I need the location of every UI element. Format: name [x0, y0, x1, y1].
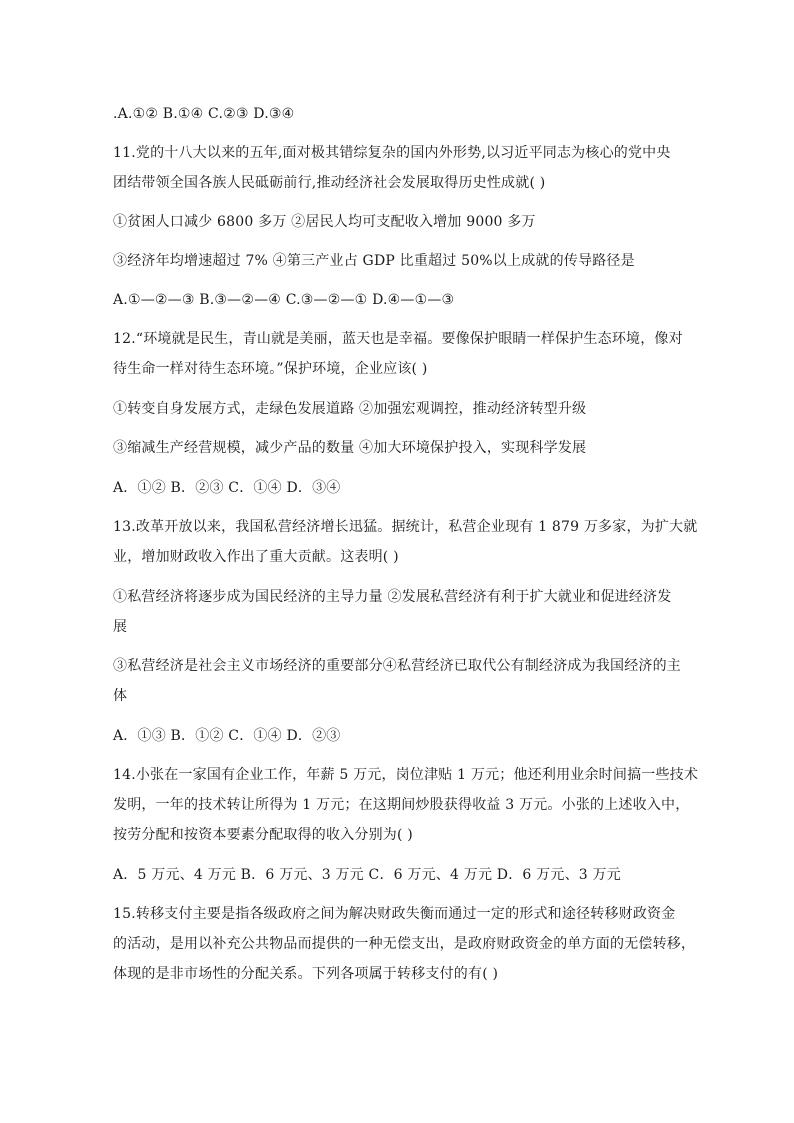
q13-items-line-3: ③私营经济是社会主义市场经济的重要部分④私营经济已取代公有制经济成为我国经济的主	[113, 658, 681, 674]
q13-stem-line-1: 13.改革开放以来，我国私营经济增长迅猛。据统计，私营企业现有 1 879 万多家，为扩大就	[113, 519, 698, 535]
q11-items-line-2: ③经济年均增速超过 7% ④第三产业占 GDP 比重超过 50%以上成就的传导路径是	[113, 253, 635, 269]
q13-items-line-1: ①私营经济将逐步成为国民经济的主导力量 ②发展私营经济有利于扩大就业和促进经济发	[113, 589, 672, 605]
q14-stem-line-1: 14.小张在一家国有企业工作，年薪 5 万元，岗位津贴 1 万元；他还利用业余时间搞一些技术	[113, 767, 699, 783]
q14-stem-line-2: 发明，一年的技术转让所得为 1 万元；在这期间炒股获得收益 3 万元。小张的上述收入中，	[113, 797, 690, 813]
q12-stem-line-2: 待生命一样对待生态环境。”保护环境，企业应该( )	[113, 361, 428, 377]
q13-items-line-2: 展	[113, 619, 128, 635]
q12-items-line-2: ③缩减生产经营规模，减少产品的数量 ④加大环境保护投入，实现科学发展	[113, 440, 587, 456]
q13-options: A．①③ B．①② C．①④ D．②③	[113, 728, 341, 744]
q11-stem-line-2: 团结带领全国各族人民砥砺前行,推动经济社会发展取得历史性成就( )	[113, 175, 546, 191]
q11-options: A.①—②—③ B.③—②—④ C.③—②—① D.④—①—③	[113, 292, 455, 308]
q15-stem-line-2: 的活动，是用以补充公共物品而提供的一种无偿支出，是政府财政资金的单方面的无偿转移，	[113, 936, 696, 952]
q10-options: .A.①② B.①④ C.②③ D.③④	[113, 106, 295, 122]
q12-options: A．①② B．②③ C．①④ D．③④	[113, 480, 341, 496]
q11-stem-line-1: 11.党的十八大以来的五年,面对极其错综复杂的国内外形势,以习近平同志为核心的党中央	[113, 145, 671, 161]
q11-items-line-1: ①贫困人口减少 6800 多万 ②居民人均可支配收入增加 9000 多万	[113, 214, 536, 230]
q13-items-line-4: 体	[113, 688, 128, 704]
q15-stem-line-3: 体现的是非市场性的分配关系。下列各项属于转移支付的有( )	[113, 966, 499, 982]
q15-stem-line-1: 15.转移支付主要是指各级政府之间为解决财政失衡而通过一定的形式和途径转移财政资金	[113, 906, 676, 922]
q13-stem-line-2: 业，增加财政收入作出了重大贡献。这表明( )	[113, 549, 399, 565]
q14-options: A．5 万元、4 万元 B．6 万元、3 万元 C．6 万元、4 万元 D．6 万元、3 万元	[113, 867, 621, 883]
q12-items-line-1: ①转变自身发展方式，走绿色发展道路 ②加强宏观调控，推动经济转型升级	[113, 401, 587, 417]
q14-stem-line-3: 按劳分配和按资本要素分配取得的收入分别为( )	[113, 827, 413, 843]
q12-stem-line-1: 12.“环境就是民生，青山就是美丽，蓝天也是幸福。要像保护眼睛一样保护生态环境，像对	[113, 331, 683, 347]
